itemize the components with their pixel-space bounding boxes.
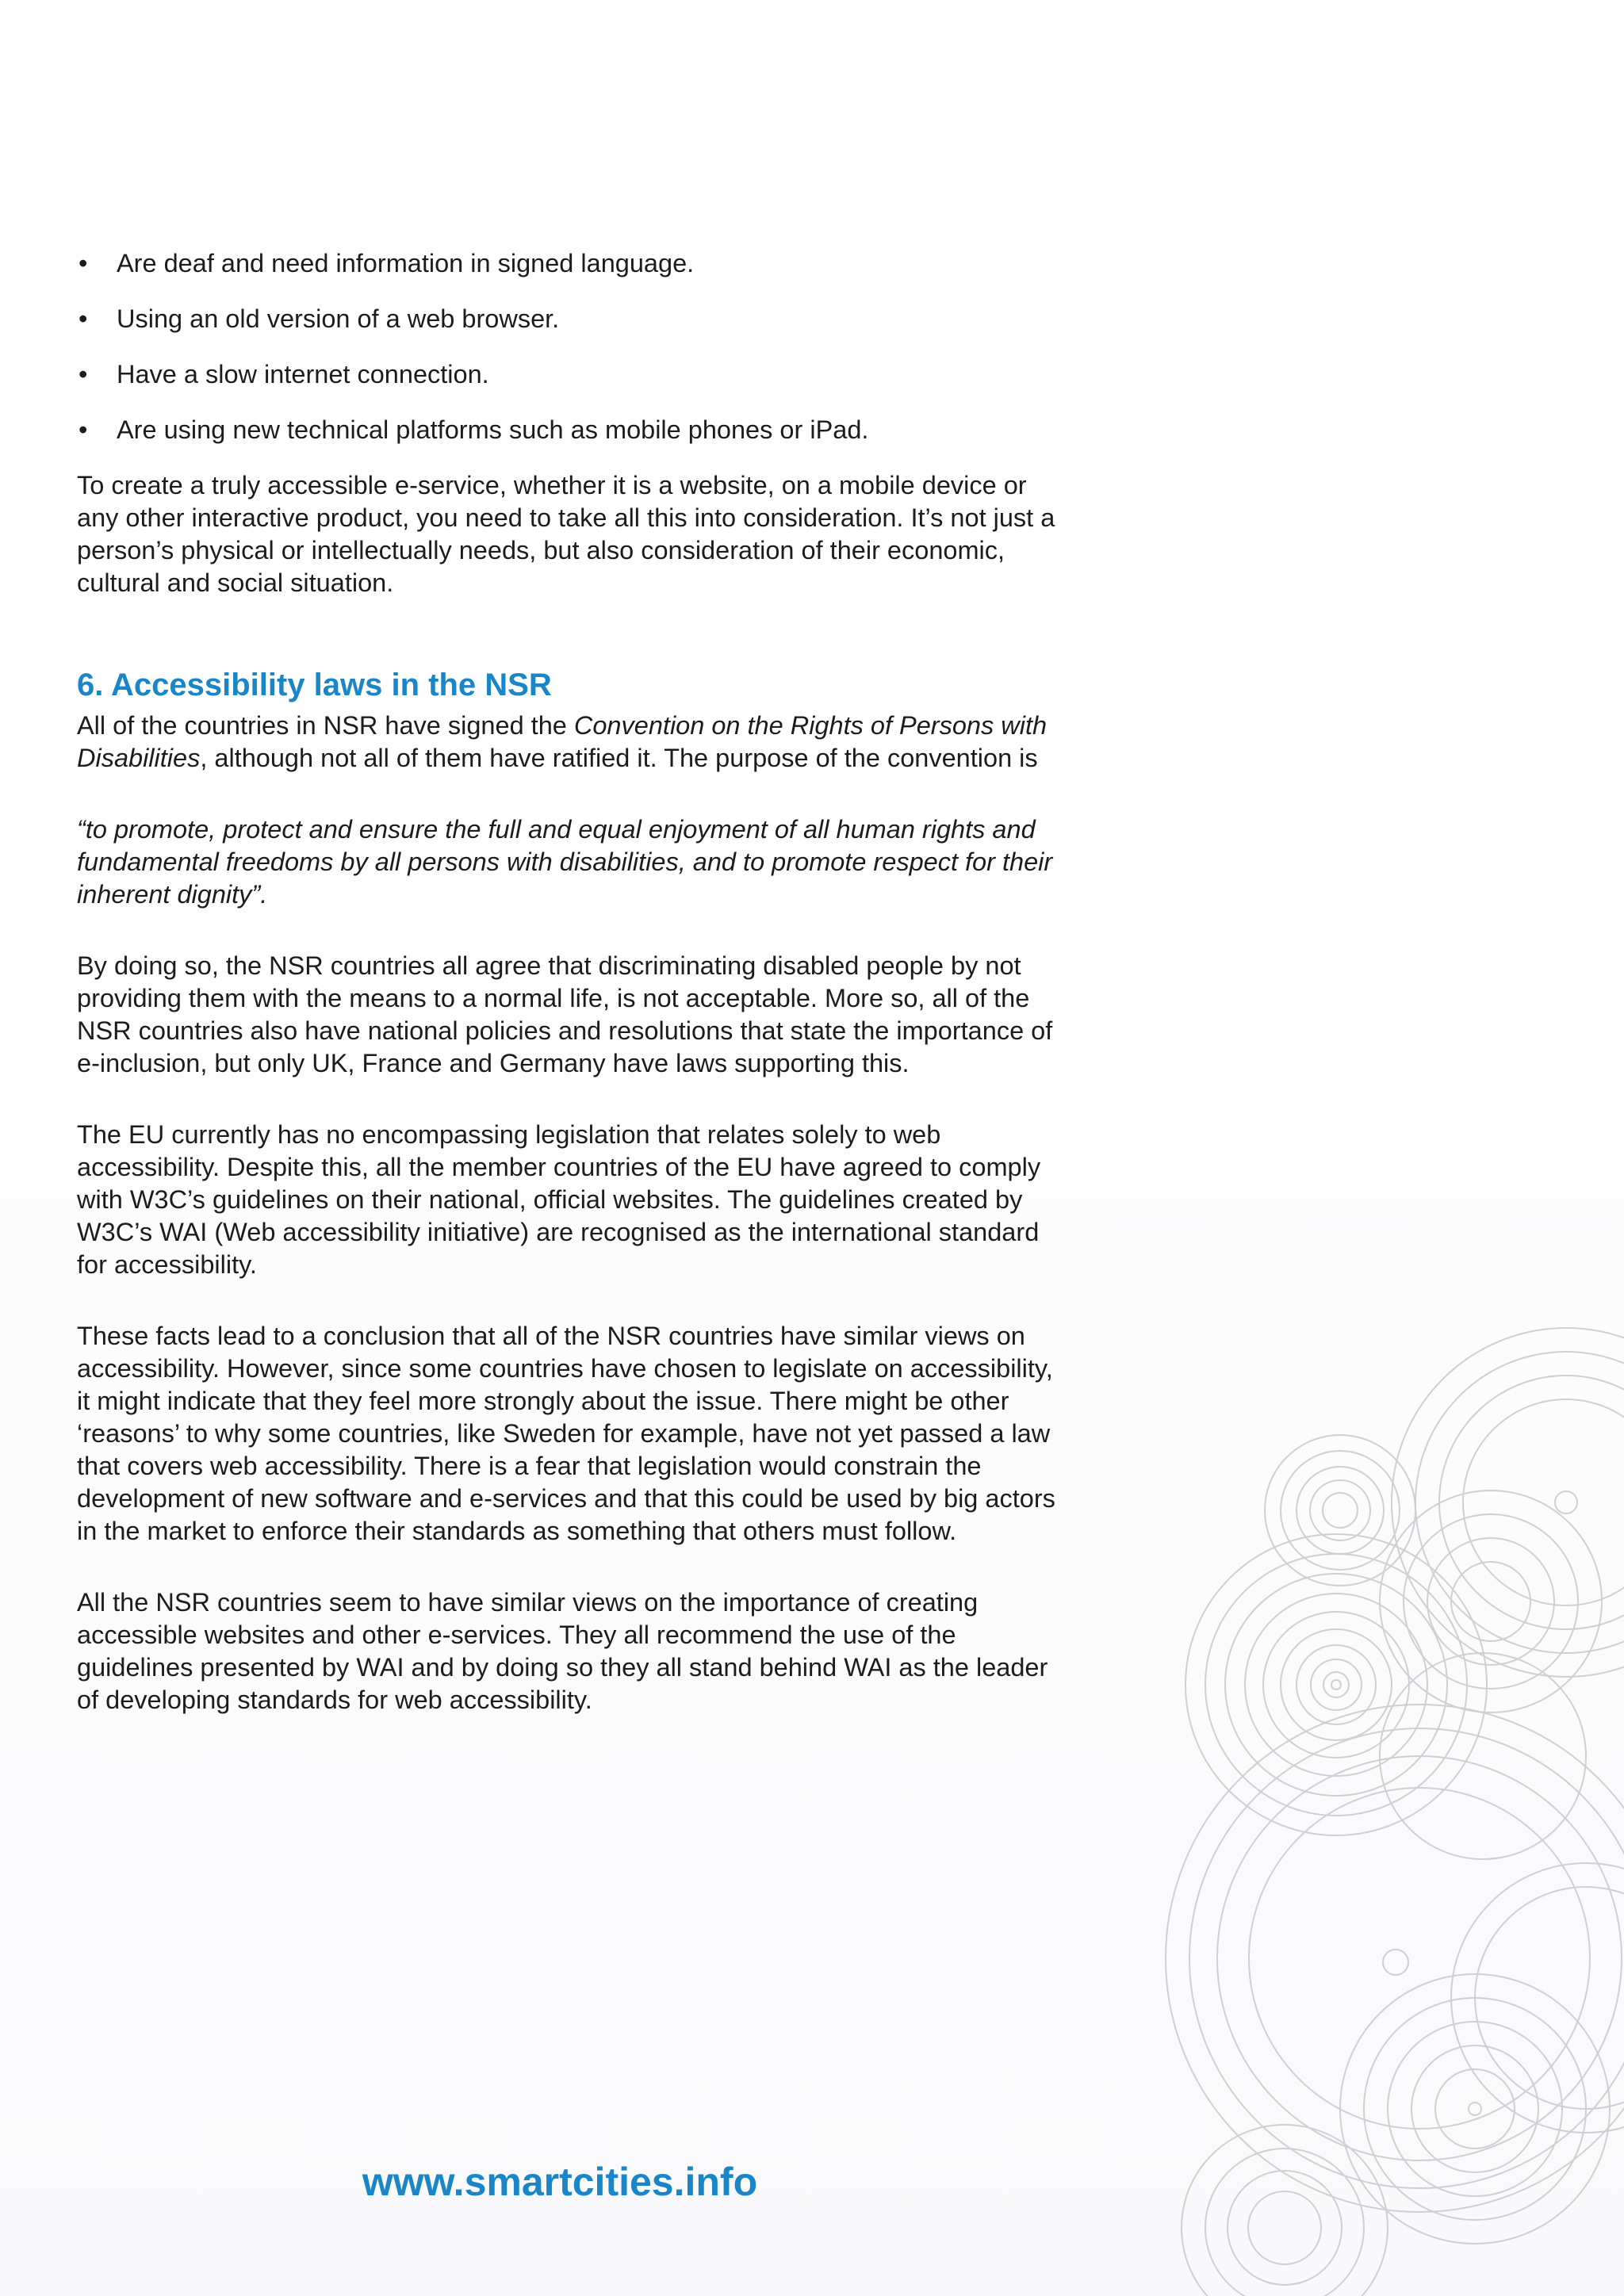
section-heading: 6. Accessibility laws in the NSR	[77, 668, 552, 702]
convention-text-end: , although not all of them have ratified it. The purpose of the convention is	[200, 744, 1038, 772]
body-paragraph: The EU currently has no encompassing legislation that relates solely to web accessibility. Despite this, all the member countries of the EU have agreed to comply with W3C’s guidelines on their national, official websites. The guidelines created by W3C’s WAI (Web accessibility initiative) are recognised as the international standard for accessibility.	[77, 1120, 1041, 1279]
body-paragraph: These facts lead to a conclusion that all of the NSR countries have similar views on accessibility. However, since some countries have chosen to legislate on accessibility, it might indicate that they feel more strongly about the issue. There might be other ‘reasons’ to why some countries, like Sweden for example, have not yet passed a law that covers web accessibility. There is a fear that legislation would constrain the development of new software and e-services and that this could be used by big actors in the market to enforce their standards as something that others must follow.	[77, 1322, 1055, 1545]
convention-paragraph	[77, 710, 1060, 775]
footer-url-link[interactable]: www.smartcities.info	[362, 2160, 758, 2204]
convention-title: Convention on the Rights of Persons with Disabilities	[77, 711, 1048, 772]
bullet-list	[77, 247, 1060, 446]
document-body	[77, 247, 1060, 1755]
list-item: • Using an old version of a web browser.	[77, 303, 1060, 335]
list-item: • Are using new technical platforms such as mobile phones or iPad.	[77, 414, 1060, 446]
list-item: • Have a slow internet connection.	[77, 358, 1060, 391]
body-paragraph: All the NSR countries seem to have similar views on the importance of creating accessible websites and other e-services. They all recommend the use of the guidelines presented by WAI and by doing so they all stand behind WAI as the leader of developing standards for web accessibility.	[77, 1588, 1048, 1714]
body-paragraph: By doing so, the NSR countries all agree that discriminating disabled people by not providing them with the means to a normal life, is not acceptable. More so, all of the NSR countries also have national policies and resolutions that state the importance of e-inclusion, but only UK, France and Germany have laws supporting this.	[77, 951, 1053, 1077]
list-item: • Are deaf and need information in signed language.	[77, 247, 1060, 280]
intro-paragraph: To create a truly accessible e-service, whether it is a website, on a mobile device or any other interactive product, you need to take all this into consideration. It’s not just a person’s physical or intellectually needs, but also consideration of their economic, cultural and social situation.	[77, 471, 1055, 597]
convention-quote: “to promote, protect and ensure the full and equal enjoyment of all human rights and fundamental freedoms by all persons with disabilities, and to promote respect for their inherent dignity”.	[77, 815, 1053, 909]
convention-text-start: All of the countries in NSR have signed the	[77, 711, 574, 740]
